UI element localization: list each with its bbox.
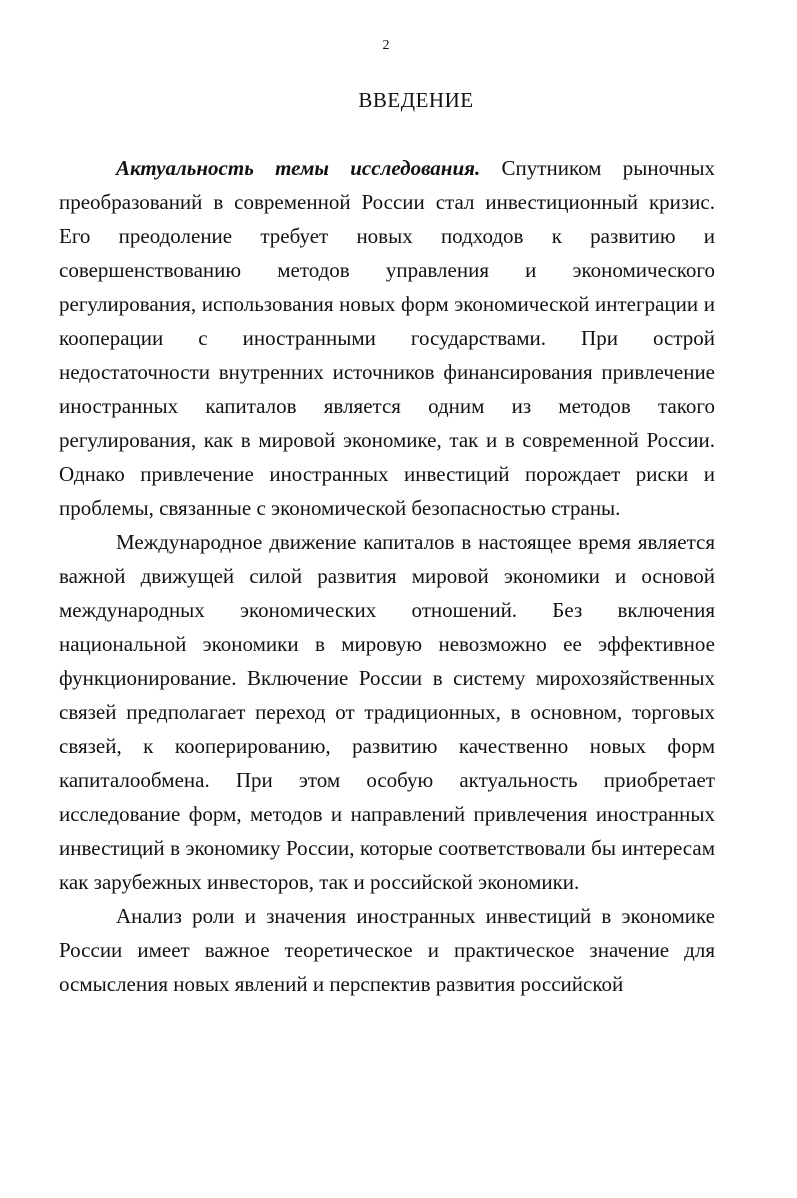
section-heading: ВВЕДЕНИЕ (358, 88, 474, 112)
paragraph-capital-movement (59, 525, 715, 899)
paragraph-analysis (59, 899, 715, 1001)
body-text (59, 151, 715, 1001)
paragraph-text: Спутником рыночных преобразований в современной России стал инвестиционный кризис. Его преодоление требует новых подходов к развитию и совершенствованию методов управления и экономического регулирования, использования новых форм экономической интеграции и кооперации с иностранными государствами. При острой недостаточности внутренних источников финансирования привлечение иностранных капиталов является одним из методов такого регулирования, как в мировой экономике, так и в современной России. Однако привлечение иностранных инвестиций порождает риски и проблемы, связанные с экономической безопасностью страны. (59, 156, 716, 520)
page-number: 2 (382, 38, 390, 53)
paragraph-relevance (59, 151, 715, 525)
paragraph-lead: Актуальность темы исследования. (116, 156, 481, 180)
paragraph-text: Международное движение капиталов в настоящее время является важной движущей силой развития мировой экономики и основой международных экономических отношений. Без включения национальной экономики в мировую невозможно ее эффективное функционирование. Включение России в систему мирохозяйственных связей предполагает переход от традиционных, в основном, торговых связей, к кооперированию, развитию качественно новых форм капиталообмена. При этом особую актуальность приобретает исследование форм, методов и направлений привлечения иностранных инвестиций в экономику России, которые соответствовали бы интересам как зарубежных инвесторов, так и российской экономики. (59, 530, 715, 894)
paragraph-text: Анализ роли и значения иностранных инвестиций в экономике России имеет важное теоретическое и практическое значение для осмысления новых явлений и перспектив развития российской (59, 904, 715, 996)
